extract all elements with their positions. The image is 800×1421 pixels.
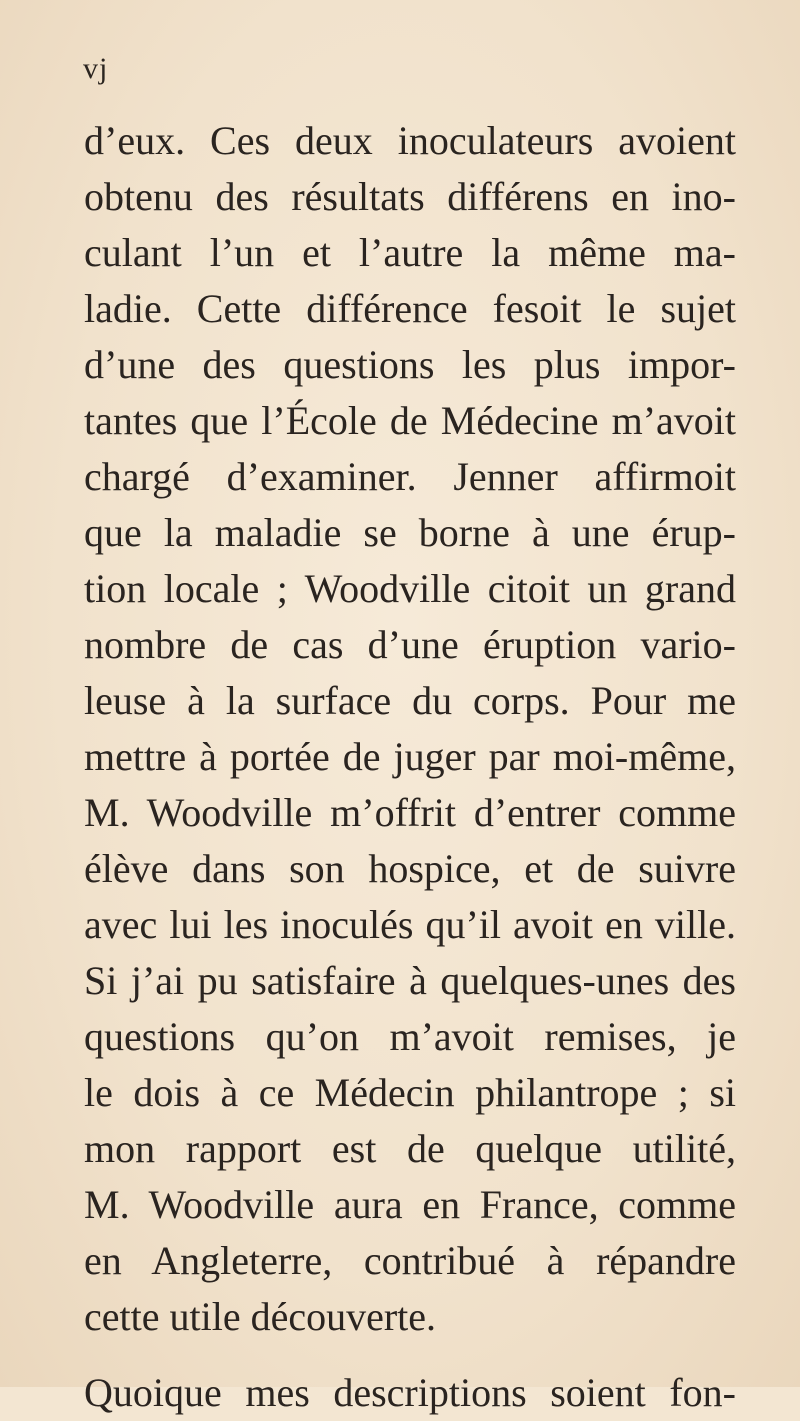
text-line-17: questions qu’on m’avoit remises, je [84,1014,736,1059]
text-line-11: leuse à la surface du corps. Pour me [84,678,736,723]
text-line-22: cette utile découverte. [84,1294,437,1339]
text-line-14: élève dans son hospice, et de suivre [84,846,736,891]
text-line-23: Quoique mes descriptions soient fon- [84,1370,736,1415]
text-line-5: d’une des questions les plus impor- [84,342,736,387]
text-line-18: le dois à ce Médecin philantrope ; si [84,1070,736,1115]
text-line-19: mon rapport est de quelque utilité, [84,1126,736,1171]
text-line-3: culant l’un et l’autre la même ma- [84,230,736,275]
text-line-8: que la maladie se borne à une érup- [84,510,736,555]
text-line-9: tion locale ; Woodville citoit un grand [84,566,736,611]
text-line-12: mettre à portée de juger par moi-même, [84,734,736,779]
text-line-15: avec lui les inoculés qu’il avoit en ville. [84,902,736,947]
text-line-21: en Angleterre, contribué à répandre [84,1238,736,1283]
text-line-1: d’eux. Ces deux inoculateurs avoient [84,118,736,163]
text-line-7: chargé d’examiner. Jenner affirmoit [84,454,736,499]
text-line-4: ladie. Cette différence fesoit le sujet [84,286,736,331]
text-line-13: M. Woodville m’offrit d’entrer comme [84,790,736,835]
text-line-16: Si j’ai pu satisfaire à quelques-unes des [84,958,736,1003]
text-line-6: tantes que l’École de Médecine m’avoit [84,398,736,443]
text-line-10: nombre de cas d’une éruption vario- [84,622,736,667]
text-line-20: M. Woodville aura en France, comme [84,1182,736,1227]
page-number: vj [83,52,109,85]
text-line-2: obtenu des résultats différens en ino- [84,174,736,219]
